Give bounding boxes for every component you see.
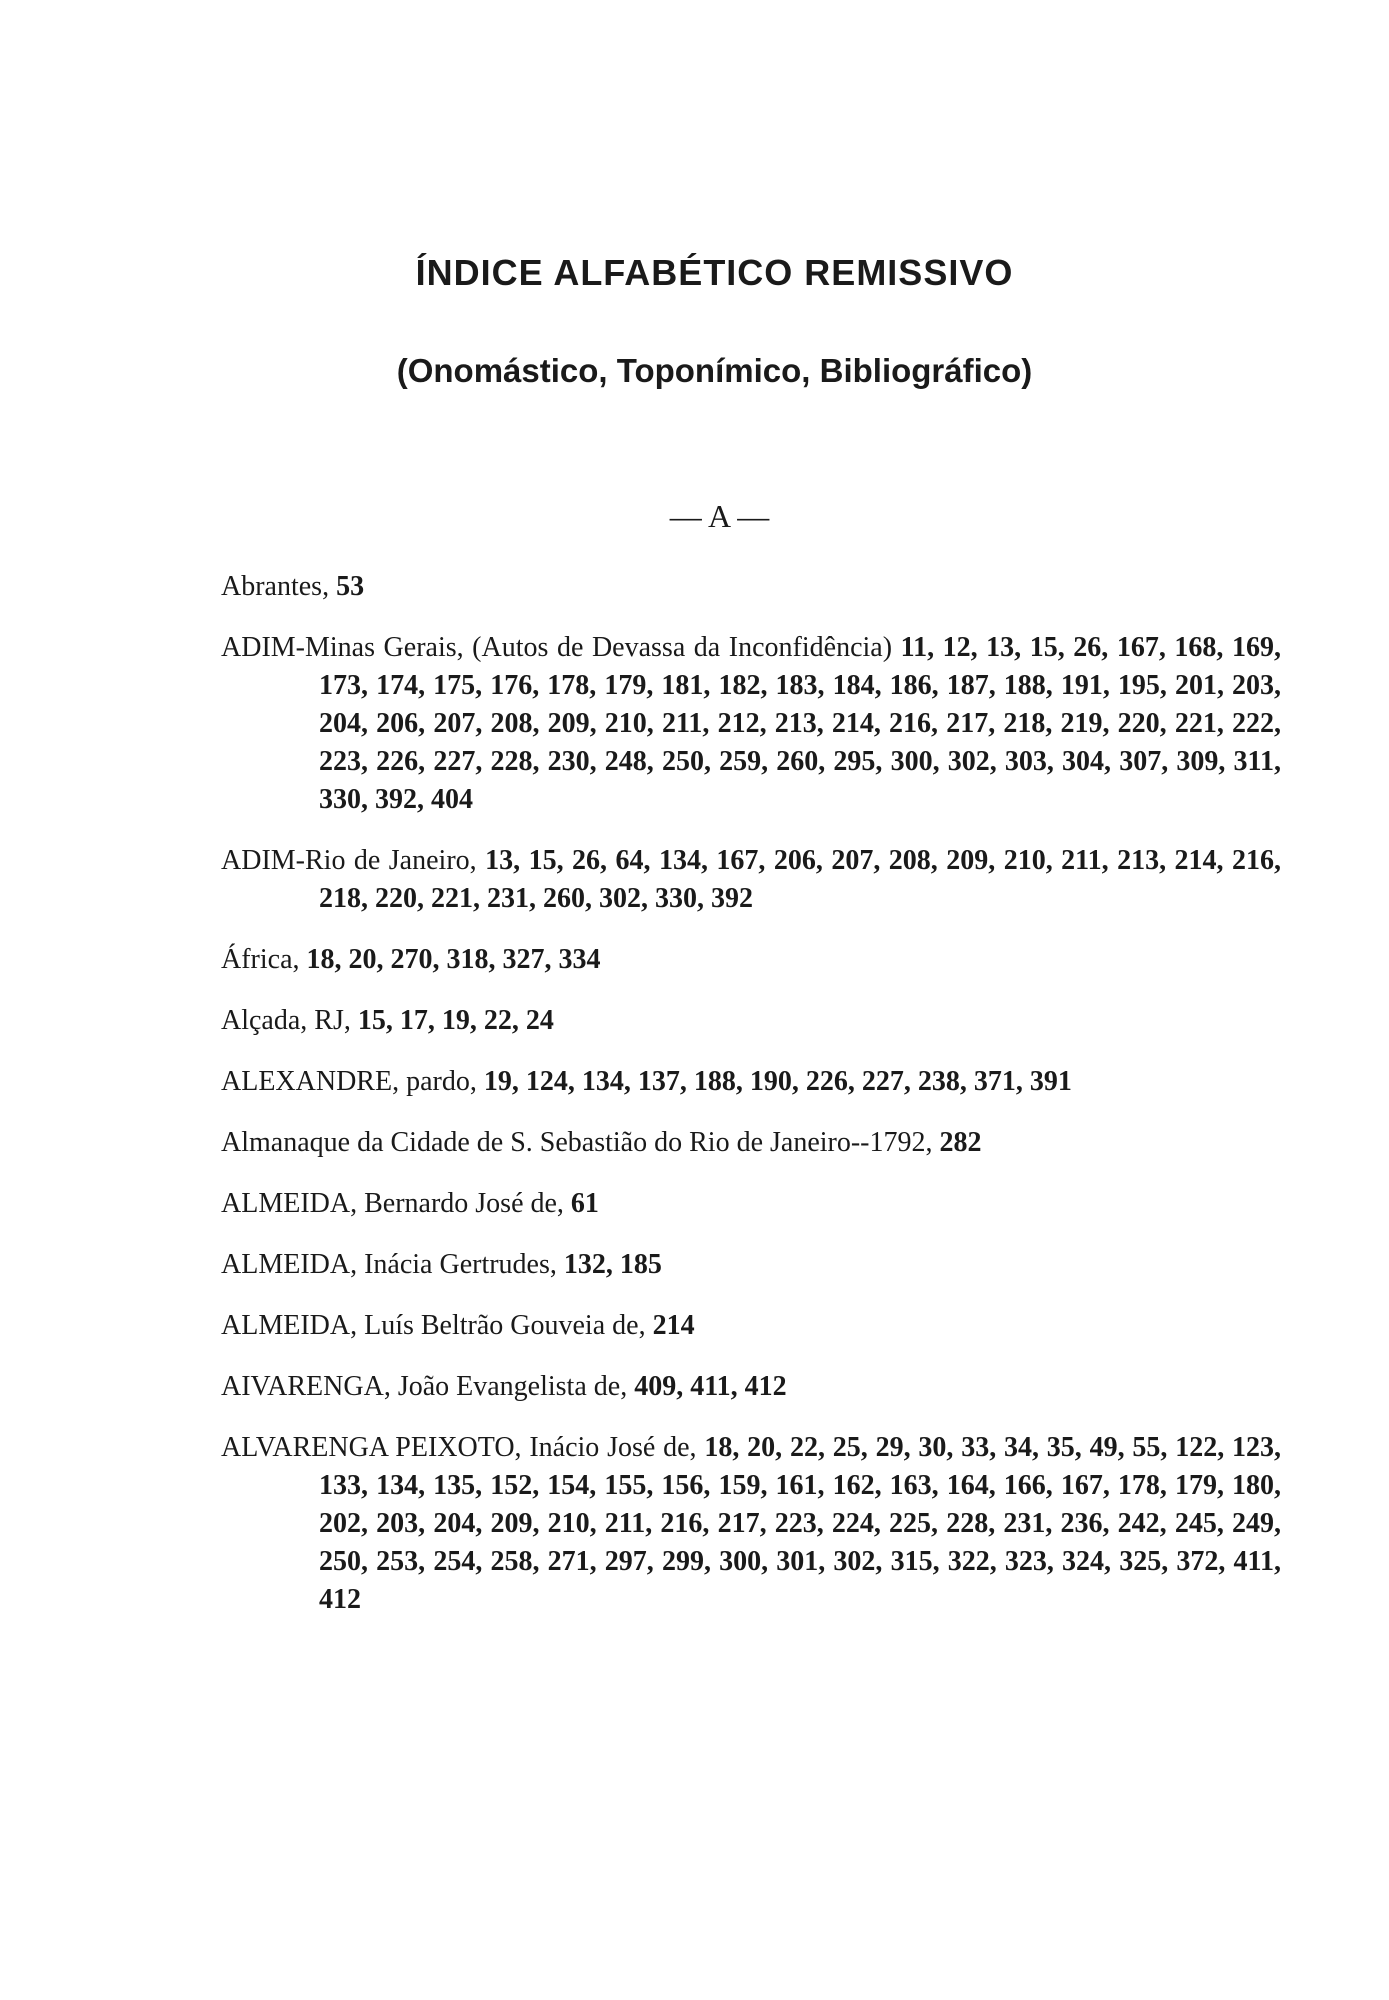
index-entry	[221, 629, 1281, 819]
entry-pages: 11, 12, 13, 15, 26, 167, 168, 169, 173, 174, 175, 176, 178, 179, 181, 182, 183, 184, 186, 187, 188, 191, 195, 201, 203, 204, 206, 207, 208, 209, 210, 211, 212, 213, 214, 216, 217, 218, 219, 220, 221, 222, 223, 226, 227, 228, 230, 248, 250, 259, 260, 295, 300, 302, 303, 304, 307, 309, 311, 330, 392, 404	[319, 632, 1281, 815]
entry-pages: 61	[570, 1188, 599, 1219]
entry-term: ALMEIDA, Bernardo José de,	[221, 1188, 564, 1219]
index-entries	[221, 568, 1281, 1642]
index-entry	[221, 941, 1281, 979]
entry-term: Almanaque da Cidade de S. Sebastião do Rio de Janeiro--1792,	[221, 1127, 933, 1158]
entry-pages: 18, 20, 270, 318, 327, 334	[306, 944, 601, 975]
index-entry	[221, 1307, 1281, 1345]
entry-pages: 409, 411, 412	[634, 1371, 787, 1402]
index-entry	[221, 842, 1281, 918]
entry-pages: 19, 124, 134, 137, 188, 190, 226, 227, 238, 371, 391	[483, 1066, 1072, 1097]
page-title: ÍNDICE ALFABÉTICO REMISSIVO	[415, 252, 1014, 293]
entry-pages: 53	[336, 571, 365, 602]
index-entry	[221, 1063, 1281, 1101]
index-entry	[221, 1429, 1281, 1619]
index-entry	[221, 1124, 1281, 1162]
section-letter: — A —	[669, 498, 770, 534]
entry-pages: 18, 20, 22, 25, 29, 30, 33, 34, 35, 49, 55, 122, 123, 133, 134, 135, 152, 154, 155, 156, 159, 161, 162, 163, 164, 166, 167, 178, 179, 180, 202, 203, 204, 209, 210, 211, 216, 217, 223, 224, 225, 228, 231, 236, 242, 245, 249, 250, 253, 254, 258, 271, 297, 299, 300, 301, 302, 315, 322, 323, 324, 325, 372, 411, 412	[319, 1432, 1282, 1615]
entry-term: ADIM-Minas Gerais, (Autos de Devassa da Inconfidência)	[221, 632, 893, 663]
entry-pages: 13, 15, 26, 64, 134, 167, 206, 207, 208, 209, 210, 211, 213, 214, 216, 218, 220, 221, 231, 260, 302, 330, 392	[319, 845, 1282, 914]
entry-pages: 15, 17, 19, 22, 24	[357, 1005, 554, 1036]
index-entry	[221, 1246, 1281, 1284]
entry-pages: 132, 185	[563, 1249, 662, 1280]
entry-term: ADIM-Rio de Janeiro,	[221, 845, 477, 876]
index-entry	[221, 568, 1281, 606]
entry-term: ALMEIDA, Inácia Gertrudes,	[221, 1249, 557, 1280]
entry-term: AIVARENGA, João Evangelista de,	[221, 1371, 628, 1402]
entry-term: ALVARENGA PEIXOTO, Inácio José de,	[221, 1432, 697, 1463]
index-entry	[221, 1368, 1281, 1406]
page-subtitle: (Onomástico, Toponímico, Bibliográfico)	[396, 352, 1033, 389]
entry-term: ALEXANDRE, pardo,	[221, 1066, 477, 1097]
entry-term: África,	[221, 944, 300, 975]
entry-term: ALMEIDA, Luís Beltrão Gouveia de,	[221, 1310, 646, 1341]
entry-term: Alçada, RJ,	[221, 1005, 351, 1036]
entry-pages: 282	[939, 1127, 982, 1158]
index-entry	[221, 1002, 1281, 1040]
entry-term: Abrantes,	[221, 571, 330, 602]
index-entry	[221, 1185, 1281, 1223]
entry-pages: 214	[652, 1310, 695, 1341]
